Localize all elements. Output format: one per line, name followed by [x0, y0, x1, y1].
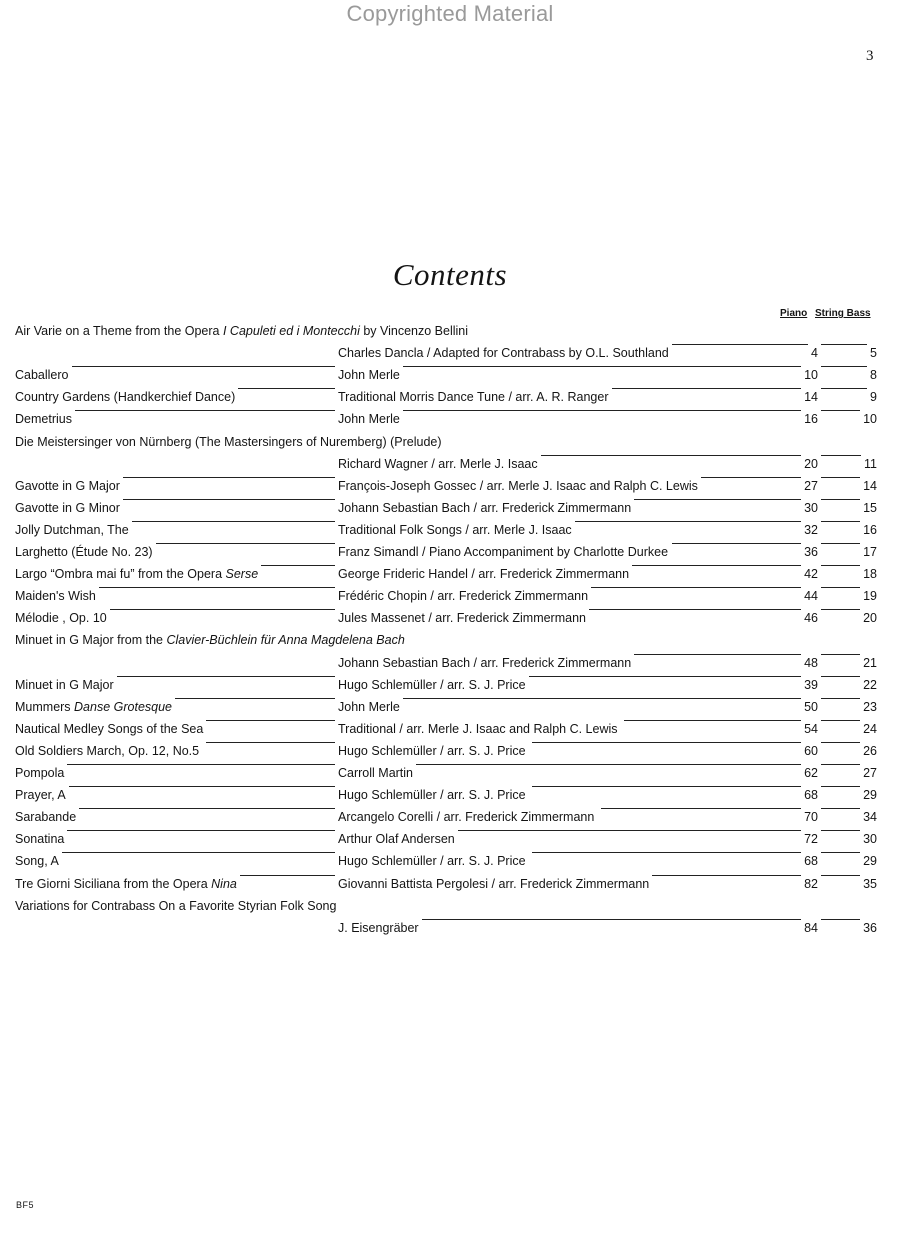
entry-title-text: Pompola — [15, 766, 65, 780]
entry-title — [15, 543, 153, 561]
entry-title — [15, 875, 237, 893]
piano-page: 39 — [804, 677, 818, 692]
entry-title-text: Die Meistersinger von Nürnberg (The Mastersingers of Nuremberg) (Prelude) — [15, 434, 442, 449]
entry-title-italic: I Capuleti ed i Montecchi — [222, 324, 360, 338]
piano-page: 50 — [804, 699, 818, 714]
string-bass-page: 29 — [863, 854, 877, 869]
string-bass-page: 27 — [863, 766, 877, 780]
leader-rule — [652, 875, 801, 876]
entry-composer: Johann Sebastian Bach / arr. Frederick Zimmermann — [338, 655, 632, 670]
string-bass-page: 5 — [870, 346, 877, 361]
entry-composer: J. Eisengräber — [338, 920, 419, 935]
leader-rule — [123, 477, 335, 478]
entry-title — [15, 388, 235, 406]
page-number: 3 — [866, 48, 874, 64]
entry-composer: Johann Sebastian Bach / arr. Frederick Zimmermann — [338, 500, 632, 515]
piano-page: 30 — [804, 500, 818, 515]
entry-title-italic: Nina — [211, 876, 237, 891]
leader-rule — [634, 654, 801, 655]
toc-entry — [15, 322, 877, 340]
leader-rule — [416, 764, 801, 765]
string-bass-page: 36 — [863, 920, 877, 935]
entry-composer: George Frideric Handel / arr. Frederick Zimmermann — [338, 567, 630, 582]
toc-entry — [15, 897, 877, 915]
entry-composer: Traditional / arr. Merle J. Isaac and Ralph C. Lewis — [338, 721, 618, 736]
piano-page: 60 — [804, 743, 818, 758]
string-bass-page: 15 — [863, 500, 877, 515]
string-bass-page: 34 — [863, 810, 877, 825]
toc-entry — [15, 344, 877, 362]
toc-entry — [15, 565, 877, 583]
entry-title-text: Minuet in G Major from the — [15, 633, 167, 648]
entry-composer: Hugo Schlemüller / arr. S. J. Price — [338, 854, 526, 869]
entry-title-text: Old Soldiers March, Op. 12, No.5 — [15, 743, 200, 758]
leader-rule — [240, 875, 335, 876]
column-header-string-bass: String Bass — [815, 308, 871, 319]
entry-title-text: Sonatina — [15, 832, 65, 847]
entry-title-text: Tre Giorni Siciliana from the Opera — [15, 876, 212, 891]
leader-rule — [72, 366, 335, 367]
entry-composer: John Merle — [338, 368, 400, 383]
leader-rule — [67, 764, 335, 765]
column-header-piano: Piano — [780, 308, 808, 319]
leader-rule — [541, 455, 801, 456]
string-bass-page: 9 — [870, 390, 877, 405]
leader-rule — [458, 830, 801, 831]
leader-rule — [117, 676, 335, 677]
string-bass-page: 16 — [863, 522, 877, 537]
copyright-watermark: Copyrighted Material — [346, 1, 554, 26]
entry-composer: Traditional Folk Songs / arr. Merle J. Isaac — [338, 522, 572, 537]
leader-rule — [62, 852, 335, 853]
string-bass-page: 17 — [863, 545, 877, 559]
entry-title-text: Larghetto (Étude No. 23) — [15, 545, 153, 559]
leader-rule — [403, 366, 801, 367]
leader-rule — [624, 720, 801, 721]
entry-title-text: Gavotte in G Major — [15, 478, 120, 493]
entry-composer: Franz Simandl / Piano Accompaniment by Charlotte Durkee — [338, 545, 669, 559]
entry-title-text: Maiden's Wish — [15, 589, 96, 604]
entry-title-text: Jolly Dutchman, The — [15, 522, 129, 537]
piano-page: 84 — [804, 920, 818, 935]
toc-entry — [15, 698, 877, 716]
leader-rule — [529, 676, 802, 677]
toc-entry — [15, 720, 877, 738]
entry-title-text: Largo “Ombra mai fu” from the Opera — [15, 567, 226, 582]
leader-rule — [701, 477, 801, 478]
string-bass-page: 24 — [863, 721, 877, 736]
entry-title-italic: Serse — [225, 567, 259, 582]
entry-title — [15, 499, 120, 517]
piano-page: 14 — [804, 390, 818, 405]
entry-title — [15, 764, 64, 782]
toc-entry — [15, 477, 877, 495]
entry-title-text: Gavotte in G Minor — [15, 500, 120, 515]
leader-rule — [589, 609, 801, 610]
piano-page: 44 — [804, 589, 818, 604]
entry-title — [15, 477, 120, 495]
leader-rule — [69, 786, 335, 787]
piano-page: 10 — [804, 368, 818, 383]
entry-composer: Jules Massenet / arr. Frederick Zimmermann — [338, 611, 586, 626]
leader-rule — [575, 521, 801, 522]
string-bass-page: 10 — [863, 412, 877, 427]
string-bass-page: 18 — [863, 567, 877, 582]
leader-rule — [99, 587, 335, 588]
entry-title — [15, 808, 76, 826]
leader-rule — [672, 543, 801, 544]
footer-code: BF5 — [16, 1200, 35, 1210]
piano-page: 20 — [804, 456, 818, 471]
toc-entry — [15, 521, 877, 539]
piano-page: 54 — [804, 721, 818, 736]
piano-page: 16 — [804, 412, 818, 427]
leader-rule — [591, 587, 801, 588]
entry-composer: Carroll Martin — [338, 766, 414, 780]
entry-composer: Traditional Morris Dance Tune / arr. A. R. Ranger — [338, 390, 609, 405]
piano-page: 48 — [804, 655, 818, 670]
entry-title — [15, 631, 405, 649]
entry-title — [15, 587, 96, 605]
leader-rule — [612, 388, 801, 389]
leader-rule — [422, 919, 801, 920]
entry-title-text: Minuet in G Major — [15, 677, 114, 692]
piano-page: 4 — [811, 346, 818, 361]
leader-rule — [632, 565, 801, 566]
toc-entry — [15, 410, 877, 428]
piano-page: 46 — [804, 611, 818, 626]
entry-title — [15, 830, 64, 848]
entry-title — [15, 366, 69, 384]
entry-title-text: Air Varie on a Theme from the Opera — [15, 324, 223, 338]
toc-entry — [15, 433, 877, 451]
piano-page: 32 — [804, 522, 818, 537]
entry-title-text: Variations for Contrabass On a Favorite Styrian Folk Song — [15, 898, 337, 913]
toc-entry — [15, 455, 877, 473]
leader-rule — [110, 609, 335, 610]
leader-rule — [601, 808, 801, 809]
piano-page: 82 — [804, 876, 818, 891]
entry-title — [15, 742, 199, 760]
leader-rule — [75, 410, 335, 411]
entry-title-italic: Danse Grotesque — [74, 699, 173, 714]
leader-rule — [156, 543, 335, 544]
entry-title — [15, 433, 442, 451]
string-bass-page: 22 — [863, 677, 877, 692]
toc-entry — [15, 764, 877, 782]
string-bass-page: 11 — [864, 456, 877, 471]
toc-entry — [15, 543, 877, 561]
toc-entry — [15, 875, 877, 893]
entry-title-text: Caballero — [15, 368, 69, 383]
toc-entry — [15, 852, 877, 870]
entry-title-text: Nautical Medley Songs of the Sea — [15, 721, 204, 736]
entry-title — [15, 698, 172, 716]
entry-composer: Richard Wagner / arr. Merle J. Isaac — [338, 456, 538, 471]
entry-title-text: Prayer, A — [15, 788, 66, 803]
entry-title — [15, 609, 107, 627]
leader-rule — [206, 720, 335, 721]
string-bass-page: 26 — [863, 743, 877, 758]
entry-composer: Hugo Schlemüller / arr. S. J. Price — [338, 743, 526, 758]
entry-composer: Hugo Schlemüller / arr. S. J. Price — [338, 788, 526, 803]
leader-rule — [175, 698, 335, 699]
leader-rule — [403, 410, 801, 411]
leader-rule — [238, 388, 335, 389]
leader-rule — [532, 786, 801, 787]
piano-page: 62 — [804, 766, 818, 780]
entry-title-text: Country Gardens (Handkerchief Dance) — [15, 390, 236, 405]
leader-rule — [403, 698, 801, 699]
entry-title — [15, 565, 258, 583]
leader-rule — [532, 852, 801, 853]
string-bass-page: 29 — [863, 788, 877, 803]
toc-entry — [15, 366, 877, 384]
entry-title-text: Mélodie , Op. 10 — [15, 611, 107, 626]
toc-entry — [15, 654, 877, 672]
piano-page: 42 — [804, 567, 818, 582]
string-bass-page: 14 — [863, 478, 877, 493]
leader-rule — [67, 830, 335, 831]
toc-entry — [15, 631, 877, 649]
leader-rule — [261, 565, 335, 566]
string-bass-page: 21 — [863, 655, 877, 670]
entry-title — [15, 786, 66, 804]
toc-entry — [15, 742, 877, 760]
leader-rule — [634, 499, 801, 500]
entry-composer: Giovanni Battista Pergolesi / arr. Frederick Zimmermann — [338, 876, 650, 891]
entry-title-italic: Clavier-Büchlein für Anna Magdelena Bach — [166, 633, 405, 648]
leader-rule — [532, 742, 801, 743]
entry-composer: Hugo Schlemüller / arr. S. J. Price — [338, 677, 526, 692]
toc-entry — [15, 808, 877, 826]
toc-entry — [15, 587, 877, 605]
entry-title — [15, 852, 59, 870]
entry-composer: François-Joseph Gossec / arr. Merle J. Isaac and Ralph C. Lewis — [338, 478, 698, 493]
entry-title-text: Sarabande — [15, 810, 77, 825]
piano-page: 27 — [804, 478, 818, 493]
piano-page: 36 — [804, 545, 818, 559]
toc-entry — [15, 609, 877, 627]
entry-title-text: Mummers — [15, 699, 75, 714]
leader-rule — [123, 499, 335, 500]
piano-page: 68 — [804, 854, 818, 869]
entry-composer: Charles Dancla / Adapted for Contrabass by O.L. Southland — [338, 346, 669, 361]
string-bass-page: 23 — [863, 699, 877, 714]
string-bass-page: 20 — [863, 611, 877, 626]
leader-rule — [79, 808, 335, 809]
entry-composer: Arcangelo Corelli / arr. Frederick Zimmermann — [338, 810, 595, 825]
leader-rule — [206, 742, 335, 743]
contents-heading: Contents — [392, 257, 508, 292]
entry-title — [15, 322, 468, 340]
entry-title — [15, 720, 203, 738]
toc-entry — [15, 499, 877, 517]
toc-entry — [15, 676, 877, 694]
toc-entry — [15, 388, 877, 406]
toc-entry — [15, 830, 877, 848]
leader-rule — [132, 521, 335, 522]
entry-title — [15, 676, 114, 694]
entry-composer: Arthur Olaf Andersen — [338, 832, 455, 847]
entry-composer: John Merle — [338, 699, 400, 714]
entry-title — [15, 897, 336, 915]
toc-entry — [15, 786, 877, 804]
entry-title — [15, 410, 72, 428]
toc-entry — [15, 919, 877, 937]
entry-title — [15, 521, 129, 539]
string-bass-page: 19 — [863, 589, 877, 604]
entry-title-text: Song, A — [15, 854, 59, 869]
string-bass-page: 35 — [863, 876, 877, 891]
piano-page: 72 — [804, 832, 818, 847]
entry-title-suffix: by Vincenzo Bellini — [359, 324, 469, 338]
entry-composer: John Merle — [338, 412, 400, 427]
piano-page: 70 — [804, 810, 818, 825]
piano-page: 68 — [804, 788, 818, 803]
entry-composer: Frédéric Chopin / arr. Frederick Zimmermann — [338, 589, 589, 604]
string-bass-page: 8 — [870, 368, 877, 383]
entry-title-text: Demetrius — [15, 412, 72, 427]
string-bass-page: 30 — [863, 832, 877, 847]
